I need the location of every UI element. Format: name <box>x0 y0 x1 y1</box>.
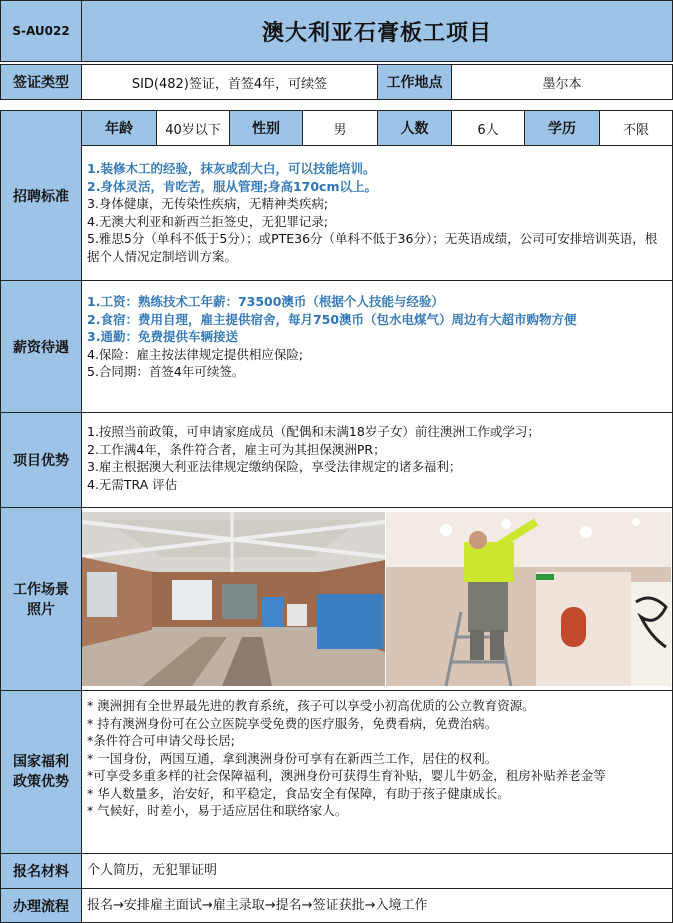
requirement-line: 5.雅思5分（单科不低于5分）；或PTE36分（单科不低于36分）；无英语成绩，公司可安排培训英语，根据个人情况定制培训方案。 <box>87 231 658 264</box>
advantage-line: 2.工作满4年，条件符合者，雇主可为其担保澳洲PR； <box>87 441 386 457</box>
advantages-label: 项目优势 <box>0 412 82 508</box>
salary-line: 5.合同期：首签4年可续签。 <box>87 364 245 379</box>
materials-label: 报名材料 <box>0 853 82 889</box>
headcount-value: 6人 <box>451 110 525 146</box>
gender-value: 男 <box>302 110 378 146</box>
materials-value: 个人简历，无犯罪证明 <box>81 853 673 889</box>
salary-line: 1.工资：熟练技术工年薪：73500澳币（根据个人技能与经验） <box>87 294 444 309</box>
welfare-text <box>81 690 673 854</box>
requirements-text <box>81 145 673 281</box>
advantages-text <box>81 412 673 508</box>
age-label: 年龄 <box>81 110 157 146</box>
welfare-line: *条件符合可申请父母长居; <box>87 733 235 748</box>
gender-label: 性别 <box>229 110 303 146</box>
salary-line: 3.通勤：免费提供车辆接送 <box>87 329 238 344</box>
process-label: 办理流程 <box>0 888 82 923</box>
photos-label: 工作场景照片 <box>0 507 82 691</box>
process-value: 报名→安排雇主面试→雇主录取→提名→签证获批→入境工作 <box>81 888 673 923</box>
work-photo-worker <box>386 512 671 686</box>
page-title: 澳大利亚石膏板工项目 <box>81 0 673 62</box>
advantage-line: 3.雇主根据澳大利亚法律规定缴纳保险，享受法律规定的诸多福利； <box>87 459 462 474</box>
welfare-line: * 一国身份，两国互通，拿到澳洲身份可享有在新西兰工作，居住的权利。 <box>87 750 498 766</box>
advantage-line: 4.无需TRA 评估 <box>87 476 178 492</box>
welfare-line: *可享受多重多样的社会保障福利，澳洲身份可获得生育补贴，婴儿牛奶金，租房补贴养老金等 <box>87 768 606 783</box>
welfare-line: * 华人数量多，治安好，和平稳定，食品安全有保障，有助于孩子健康成长。 <box>87 785 510 801</box>
advantage-line: 1.按照当前政策，可申请家庭成员（配偶和未满18岁子女）前往澳洲工作或学习； <box>87 424 540 439</box>
salary-label: 薪资待遇 <box>0 280 82 413</box>
education-value: 不限 <box>599 110 673 146</box>
requirements-label: 招聘标准 <box>0 110 82 281</box>
welfare-label: 国家福利政策优势 <box>0 690 82 854</box>
headcount-label: 人数 <box>377 110 452 146</box>
education-label: 学历 <box>524 110 600 146</box>
work-location-value: 墨尔本 <box>451 64 673 100</box>
requirement-line: 2.身体灵活，肯吃苦，服从管理;身高170cm以上。 <box>87 178 377 194</box>
requirement-line: 4.无澳大利亚和新西兰拒签史，无犯罪记录; <box>87 213 329 229</box>
salary-text <box>81 280 673 413</box>
project-code: S-AU022 <box>0 0 82 62</box>
welfare-line: * 持有澳洲身份可在公立医院享受免费的医疗服务，免费看病，免费治病。 <box>87 715 498 731</box>
requirement-line: 1.装修木工的经验，抹灰或刮大白，可以技能培训。 <box>87 161 376 176</box>
salary-line: 4.保险：雇主按法律规定提供相应保险; <box>87 346 304 362</box>
work-location-label: 工作地点 <box>377 64 452 100</box>
visa-type-value: SID(482)签证，首签4年，可续签 <box>81 64 378 100</box>
requirement-line: 3.身体健康，无传染性疾病，无精神类疾病; <box>87 196 329 211</box>
age-value: 40岁以下 <box>156 110 230 146</box>
visa-type-label: 签证类型 <box>0 64 82 100</box>
welfare-line: * 澳洲拥有全世界最先进的教育系统，孩子可以享受小初高优质的公立教育资源。 <box>87 698 535 713</box>
salary-line: 2.食宿：费用自理，雇主提供宿舍，每月750澳币（包水电煤气）周边有大超市购物方便 <box>87 311 577 327</box>
welfare-line: * 气候好，时差小，易于适应居住和联络家人。 <box>87 803 348 818</box>
work-photo-room <box>82 512 385 686</box>
